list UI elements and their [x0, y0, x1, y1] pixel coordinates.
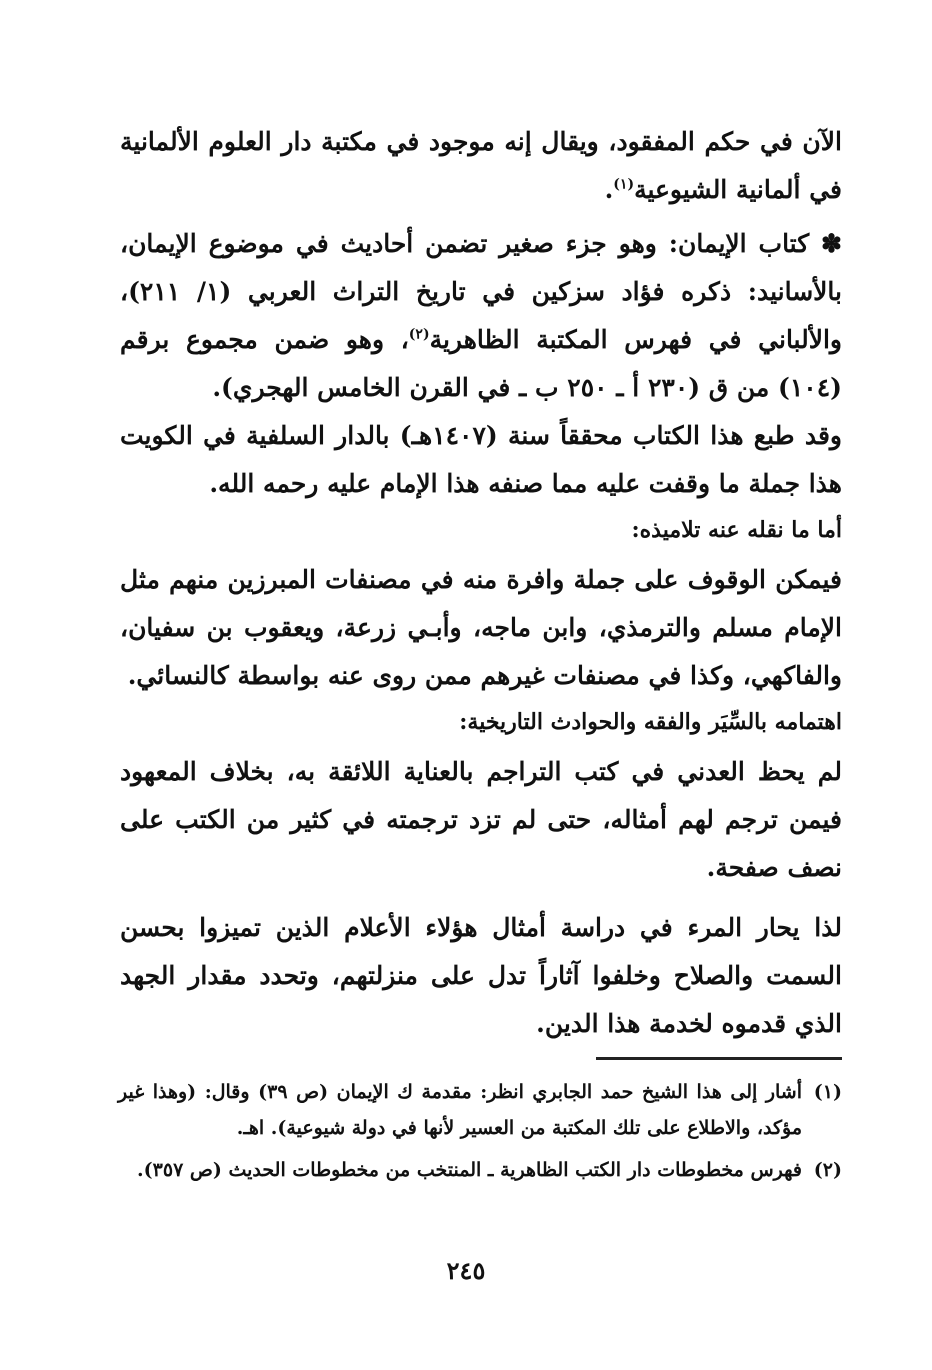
section-heading-students: أما ما نقله عنه تلاميذه: [631, 517, 842, 543]
paragraph-6: لذا يحار المرء في دراسة أمثال هؤلاء الأعلام الذين تميزوا بحسن السمت والصلاح وخلفوا آثاراً تدل على منزلتهم، وتحدد مقدار الجهد الذي قدموه لخدمة هذا الدين. [120, 913, 842, 1038]
footnote-1 [118, 1074, 842, 1146]
paragraph-5: لم يحظ العدني في كتب التراجم بالعناية اللائقة به، بخلاف المعهود فيمن ترجم لهم أمثاله، حتى لم تزد ترجمته في كثير من الكتب على نصف صفحة. [120, 757, 842, 882]
footnote-ref-1: (١) [613, 176, 635, 193]
footnote-2-number: (٢) [813, 1159, 842, 1181]
footnote-2 [118, 1152, 842, 1188]
paragraph-2-text-a: ✽ كتاب الإيمان: وهو جزء صغير تضمن أحاديث في موضوع الإيمان، بالأسانيد: ذكره فؤاد سزكين في تاريخ التراث العربي (١/ ٢١١)، والألباني في فهرس المكتبة الظاهرية [120, 229, 842, 354]
footnote-divider [596, 1057, 842, 1060]
paragraph-2-text-b: ، وهو ضمن مجموع برقم (١٠٤) من ق (٢٣٠ أ ـ ٢٥٠ ب ـ في القرن الخامس الهجري). [120, 325, 842, 402]
footnote-2-text: فهرس مخطوطات دار الكتب الظاهرية ـ المنتخب من مخطوطات الحديث (ص ٣٥٧). [137, 1159, 802, 1181]
paragraph-1-end: . [604, 175, 614, 204]
paragraph-1-text: الآن في حكم المفقود، ويقال إنه موجود في مكتبة دار العلوم الألمانية في ألمانية الشيوعية [120, 127, 842, 204]
paragraph-3: وقد طبع هذا الكتاب محققاً سنة (١٤٠٧هـ) بالدار السلفية في الكويت هذا جملة ما وقفت عليه مما صنفه هذا الإمام عليه رحمه الله. [120, 421, 842, 498]
paragraph-4: فيمكن الوقوف على جملة وافرة منه في مصنفات المبرزين منهم مثل الإمام مسلم والترمذي، وابن ماجه، وأبـي زرعة، ويعقوب بن سفيان، والفاكهي، وكذا في مصنفات غيرهم ممن روى عنه بواسطة كالنسائي. [120, 565, 842, 690]
paragraph-1 [120, 118, 842, 214]
footnote-1-number: (١) [813, 1081, 842, 1103]
footnote-1-text: أشار إلى هذا الشيخ حمد الجابري انظر: مقدمة ك الإيمان (ص ٣٩) وقال: (وهذا غير مؤكد، والاطلاع على تلك المكتبة من العسير لأنها في دولة شيوعية). اهـ. [118, 1081, 803, 1139]
paragraph-kitab-al-iman [120, 220, 842, 412]
footnote-ref-2: (٢) [408, 326, 430, 343]
page-number: ٢٤٥ [446, 1256, 486, 1285]
section-heading-history: اهتمامه بالسِّيَر والفقه والحوادث التاريخية: [459, 709, 842, 735]
